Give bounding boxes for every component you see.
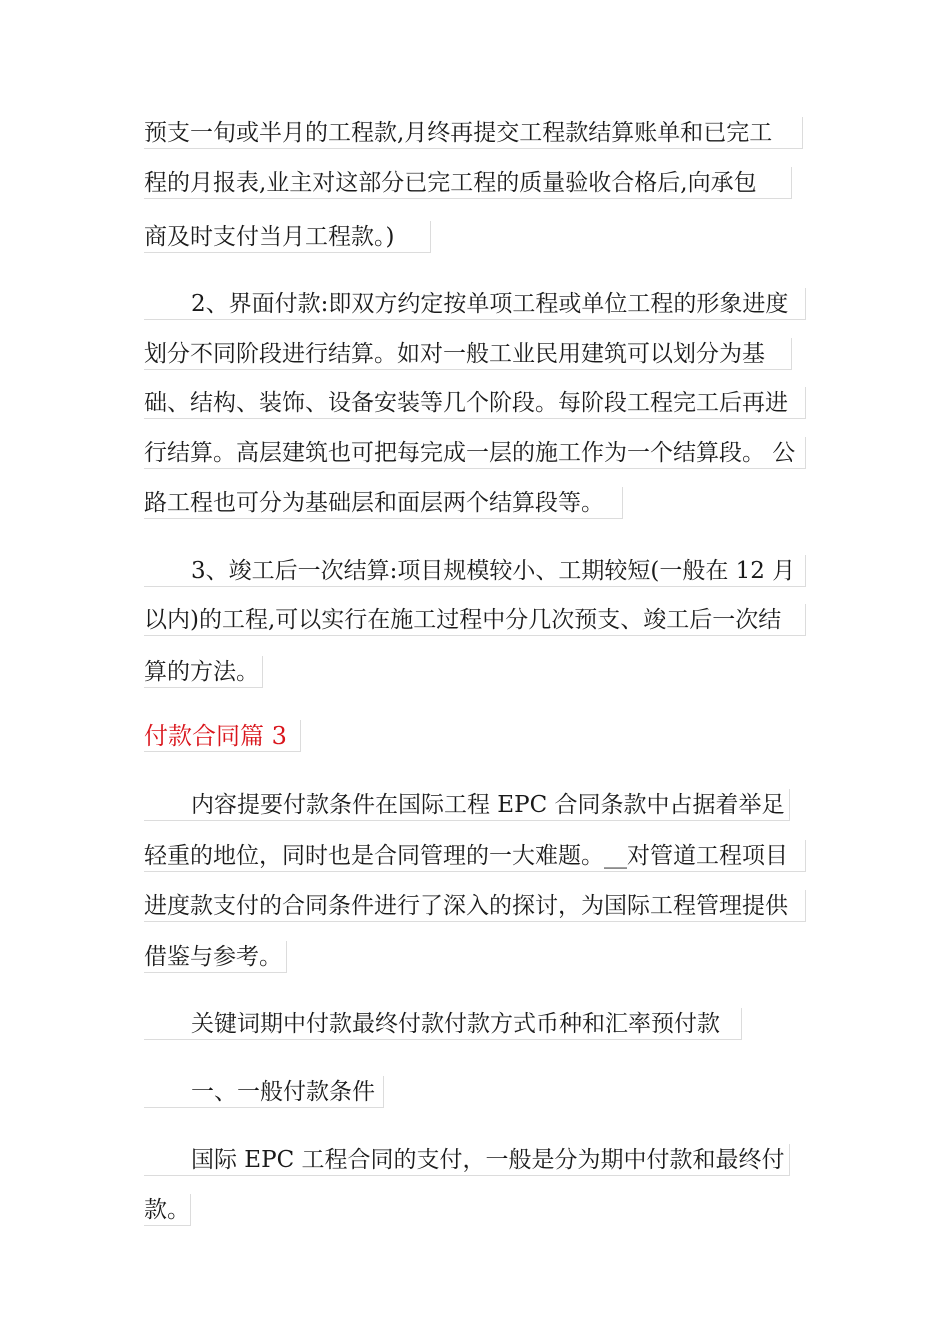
text-line: 商及时支付当月工程款。) <box>144 221 431 253</box>
text-line: 础、结构、装饰、设备安装等几个阶段。每阶段工程完工后再进 <box>144 387 806 419</box>
text-line: 算的方法。 <box>144 656 263 688</box>
text-line: 借鉴与参考。 <box>144 941 287 973</box>
text-line: 进度款支付的合同条件进行了深入的探讨，为国际工程管理提供 <box>144 890 806 922</box>
text-line: 路工程也可分为基础层和面层两个结算段等。 <box>144 487 623 519</box>
section-heading: 付款合同篇 3 <box>144 720 301 752</box>
text-line: 3、竣工后一次结算:项目规模较小、工期较短(一般在 12 月 <box>144 555 806 587</box>
text-line: 内容提要付款条件在国际工程 EPC 合同条款中占据着举足 <box>144 789 790 821</box>
text-line: 款。 <box>144 1194 191 1226</box>
text-line: 程的月报表,业主对这部分已完工程的质量验收合格后,向承包 <box>144 167 792 199</box>
keywords-line: 关键词期中付款最终付款付款方式币种和汇率预付款 <box>144 1008 742 1040</box>
text-line: 2、界面付款:即双方约定按单项工程或单位工程的形象进度 <box>144 288 806 320</box>
text-line: 以内)的工程,可以实行在施工过程中分几次预支、竣工后一次结 <box>144 604 806 636</box>
text-line: 行结算。高层建筑也可把每完成一层的施工作为一个结算段。 公 <box>144 437 806 469</box>
text-line: 国际 EPC 工程合同的支付，一般是分为期中付款和最终付 <box>144 1144 790 1176</box>
subsection-heading: 一、一般付款条件 <box>144 1076 384 1108</box>
text-line: 轻重的地位，同时也是合同管理的一大难题。__对管道工程项目 <box>144 840 806 872</box>
text-line: 预支一旬或半月的工程款,月终再提交工程款结算账单和已完工 <box>144 117 803 149</box>
text-line: 划分不同阶段进行结算。如对一般工业民用建筑可以划分为基 <box>144 338 792 370</box>
